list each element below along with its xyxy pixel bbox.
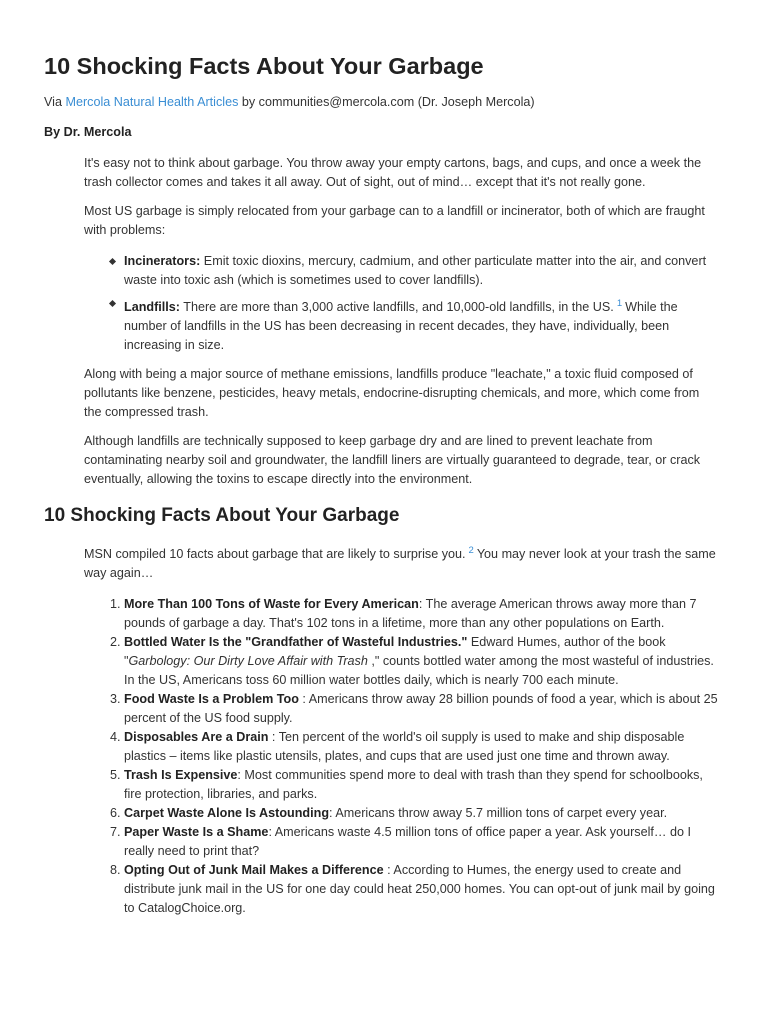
list-item <box>124 804 720 823</box>
fact-term: Carpet Waste Alone Is Astounding <box>124 806 330 820</box>
list-item <box>124 633 720 690</box>
body-paragraph-2: Although landfills are technically supposed to keep garbage dry and are lined to prevent leachate from contaminating nearby soil and groundwater, the landfill liners are virtually guaranteed to degrade, tear, or crack eventually, allowing the toxins to escape directly into the environment. <box>84 434 701 486</box>
list-item <box>124 861 720 918</box>
fact-term: More Than 100 Tons of Waste for Every American <box>124 597 419 611</box>
source-link[interactable]: Mercola Natural Health Articles <box>65 95 239 109</box>
list-item <box>124 766 720 804</box>
fact-term-end: ." <box>457 635 468 649</box>
facts-section <box>44 541 724 918</box>
fact-term: Trash Is Expensive <box>124 768 238 782</box>
fact-term: Disposables Are a Drain <box>124 730 269 744</box>
fact-term: Food Waste Is a Problem Too <box>124 692 299 706</box>
list-item <box>124 294 720 355</box>
body-paragraph-1: Along with being a major source of methane emissions, landfills produce "leachate," a toxic fluid composed of pollutants like benzene, pesticides, heavy metals, endocrine-disrupting chemicals, and more, which come from the compressed trash. <box>84 367 700 419</box>
fact-text: : The average American throws away more than 7 pounds of garbage a day. That's 102 tons in a lifetime, more than any other populations on Earth. <box>124 597 697 630</box>
byline: By Dr. Mercola <box>44 125 132 139</box>
bullet-text-continued: While the number of landfills in the US has been decreasing in recent decades, they have, individually, been increasing in size. <box>124 300 678 352</box>
footnote-ref-link[interactable]: 1 <box>616 298 623 309</box>
fact-text: : Americans throw away 28 billion pounds of food a year, which is about 25 percent of the US food supply. <box>124 692 718 725</box>
section-intro-text: MSN compiled 10 facts about garbage that are likely to surprise you. <box>84 547 466 561</box>
footnote-ref-link[interactable]: 2 <box>468 545 474 556</box>
bullet-text: Emit toxic dioxins, mercury, cadmium, and other particulate matter into the air, and convert waste into toxic ash (which is sometimes used to cover landfills). <box>124 254 707 287</box>
facts-list <box>84 595 720 918</box>
section-heading: 10 Shocking Facts About Your Garbage <box>44 505 400 526</box>
list-item <box>124 728 720 766</box>
list-item <box>124 823 720 861</box>
source-line <box>44 92 724 112</box>
via-prefix: Via <box>44 95 62 109</box>
list-item <box>124 690 720 728</box>
fact-text: : Most communities spend more to deal with trash than they spend for schoolbooks, fire protection, libraries, and parks. <box>124 768 703 801</box>
fact-term: Paper Waste Is a Shame <box>124 825 269 839</box>
bullet-text: There are more than 3,000 active landfills, and 10,000-old landfills, in the US. <box>183 300 614 314</box>
problems-list <box>84 252 720 355</box>
list-item <box>124 595 720 633</box>
section-intro-continued: You may never look at your trash the same way again… <box>84 547 716 580</box>
intro-paragraph-1: It's easy not to think about garbage. You throw away your empty cartons, bags, and cups, and once a week the trash collector comes and takes it all away. Out of sight, out of mind… except that it's not really gone. <box>84 156 702 189</box>
intro-paragraph-2: Most US garbage is simply relocated from your garbage can to a landfill or incinerator, both of which are fraught with problems: <box>84 204 705 237</box>
bullet-term: Landfills: <box>124 300 180 314</box>
fact-text: Edward Humes, author of the book " <box>124 635 666 668</box>
fact-term: Bottled Water Is the "Grandfather of Wasteful Industries <box>124 635 458 649</box>
via-author: by communities@mercola.com (Dr. Joseph Mercola) <box>241 95 535 109</box>
fact-text: : Ten percent of the world's oil supply is used to make and ship disposable plastics – items like plastic utensils, plates, and cups that are used just one time and thrown away. <box>124 730 685 763</box>
fact-text: : Americans waste 4.5 million tons of office paper a year. Ask yourself… do I really need to print that? <box>124 825 692 858</box>
fact-text-continued: ," counts bottled water among the most wasteful of industries. In the US, Americans toss 60 million water bottles daily, which is nearly 700 each minute. <box>124 654 714 687</box>
fact-text: : According to Humes, the energy used to create and distribute junk mail in the US for one day could heat 250,000 homes. You can opt-out of junk mail by going to CatalogChoice.org. <box>124 863 715 915</box>
fact-text: : Americans throw away 5.7 million tons of carpet every year. <box>329 806 668 820</box>
article-title: 10 Shocking Facts About Your Garbage <box>44 53 484 79</box>
fact-term: Opting Out of Junk Mail Makes a Difference <box>124 863 384 877</box>
article-body <box>44 154 724 489</box>
section-intro <box>84 541 720 583</box>
bullet-term: Incinerators: <box>124 254 201 268</box>
list-item <box>124 252 720 290</box>
book-title: Garbology: Our Dirty Love Affair with Trash <box>128 654 368 668</box>
